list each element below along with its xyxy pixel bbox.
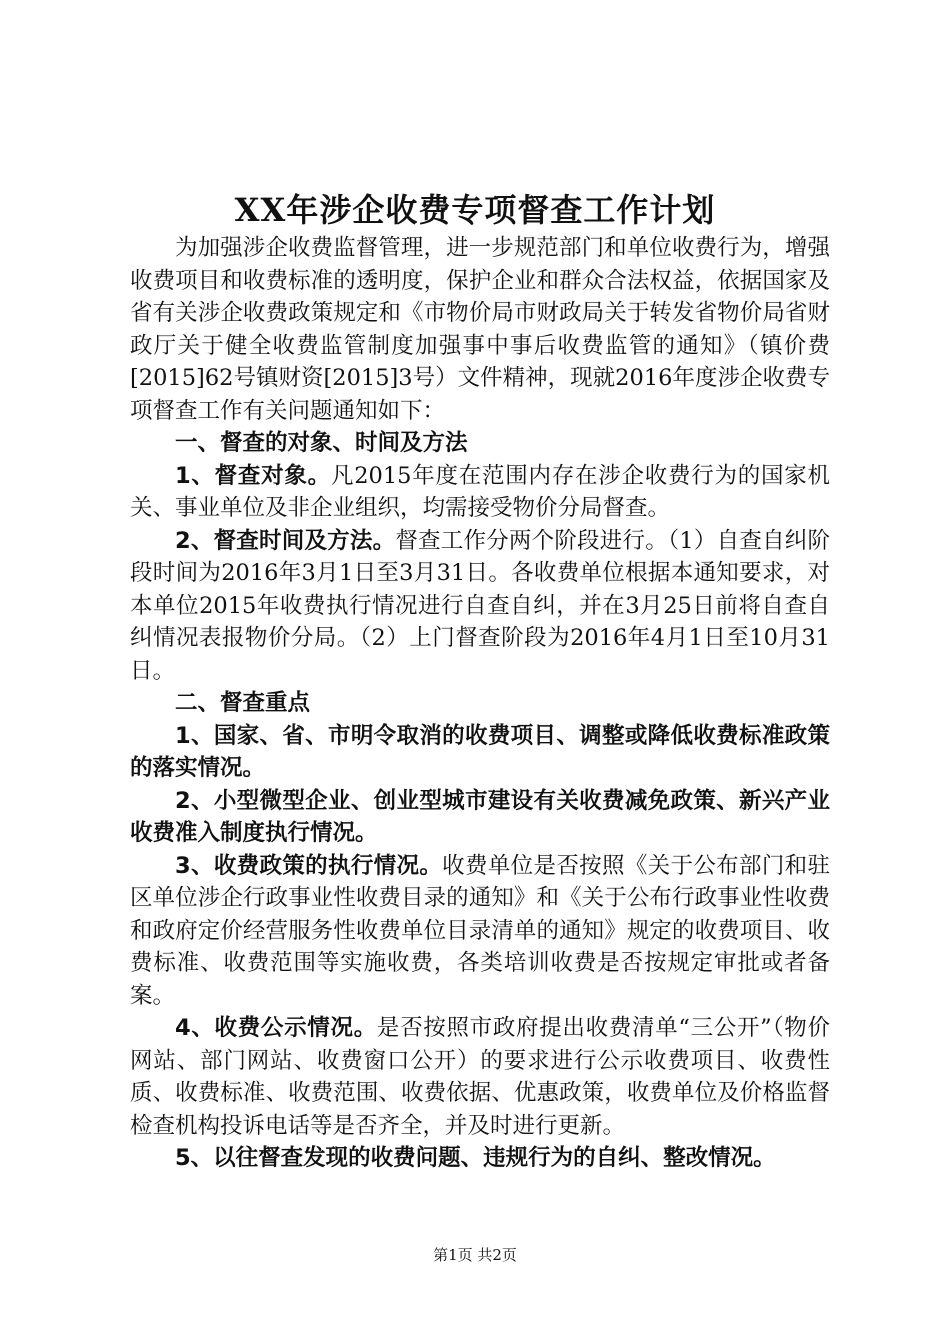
section2-item-3-lead: 3、收费政策的执行情况。	[175, 852, 443, 879]
section2-item-4-lead: 4、收费公示情况。	[175, 1015, 377, 1041]
section2-item-4-body: 是否按照市政府提出收费清单“三公开”（物价网站、部门网站、收费窗口公开）的要求进行公示收费项目、收费性质、收费标准、收费范围、收费依据、优惠政策，收费单位及价格监督检查机构投诉电话等是否齐全，并及时进行更新。	[130, 1015, 830, 1139]
section1-item-2-lead: 2、督查时间及方法。	[175, 527, 396, 554]
section1-item-2-body: 督查工作分两个阶段进行。（1）自查自纠阶段时间为2016年3月1日至3月31日。各收费单位根据本通知要求，对本单位2015年收费执行情况进行自查自纠，并在3月25日前将自查自纠情况表报物价分局。（2）上门督查阶段为2016年4月1日至10月31日。	[130, 527, 830, 684]
section-heading-2: 二、督查重点	[175, 690, 311, 716]
section1-item-1	[130, 460, 830, 525]
document-body	[130, 232, 830, 1175]
section-heading-1: 一、督查的对象、时间及方法	[175, 430, 468, 456]
section2-item-1: 1、国家、省、市明令取消的收费项目、调整或降低收费标准政策的落实情况。	[130, 722, 830, 781]
section1-item-1-body: 凡2015年度在范围内存在涉企收费行为的国家机关、事业单位及非企业组织，均需接受物价分局督查。	[130, 462, 831, 521]
section1-item-2	[130, 525, 830, 688]
section2-item-3-body: 收费单位是否按照《关于公布部门和驻区单位涉企行政事业性收费目录的通知》和《关于公布行政事业性收费和政府定价经营服务性收费单位目录清单的通知》规定的收费项目、收费标准、收费范围等实施收费，各类培训收费是否按规定审批或者备案。	[130, 852, 830, 1009]
section1-item-1-lead: 1、督查对象。	[175, 462, 331, 489]
page-footer: 第1页 共2页	[433, 1246, 517, 1264]
document-title: XX年涉企收费专项督查工作计划	[234, 191, 716, 229]
section2-item-2: 2、小型微型企业、创业型城市建设有关收费减免政策、新兴产业收费准入制度执行情况。	[130, 787, 830, 846]
section2-item-5: 5、以往督查发现的收费问题、违规行为的自纠、整改情况。	[175, 1145, 776, 1171]
section2-item-3	[130, 850, 830, 1013]
intro-paragraph: 为加强涉企收费监督管理，进一步规范部门和单位收费行为，增强收费项目和收费标准的透明度，保护企业和群众合法权益，依据国家及省有关涉企收费政策规定和《市物价局市财政局关于转发省物价局省财政厅关于健全收费监管制度加强事中事后收费监管的通知》（镇价费[2015]62号镇财资[2015]3号）文件精神，现就2016年度涉企收费专项督查工作有关问题通知如下：	[130, 235, 830, 424]
section2-item-4	[130, 1012, 830, 1142]
